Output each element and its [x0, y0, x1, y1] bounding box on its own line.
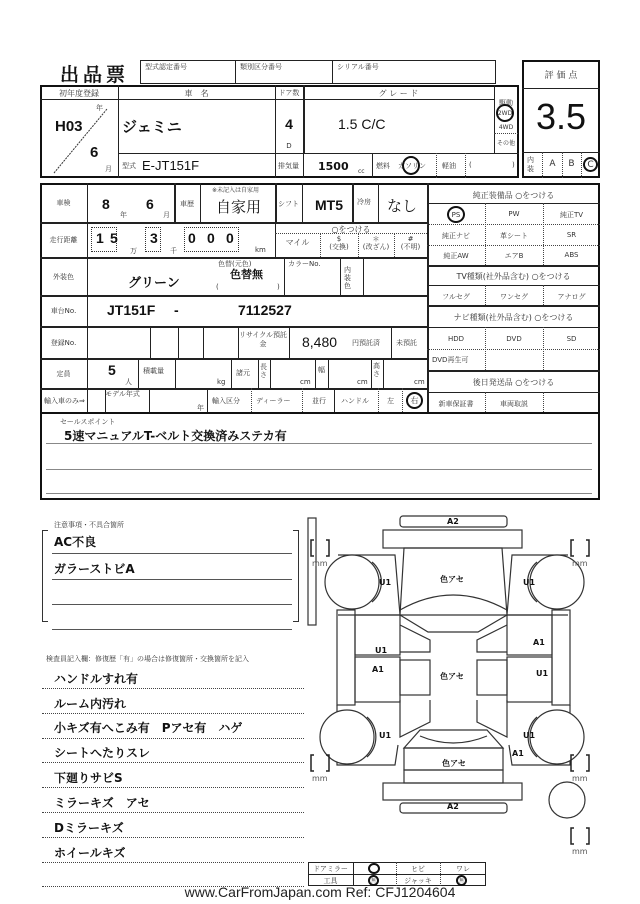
mileage-option-mile: マイル — [285, 238, 310, 247]
mileage-digit: 0 — [207, 230, 215, 246]
interior-color-label: 内装色 — [344, 266, 351, 290]
inspector-line: ミラーキズ アセ — [54, 796, 150, 810]
fuel-gasoline: ガソリン — [398, 162, 426, 170]
import-class-label: 輸入区分 — [212, 397, 240, 405]
inspection-label: 車検 — [56, 199, 71, 207]
height-label: 高さ — [373, 362, 380, 378]
mm-label: mm — [312, 559, 328, 568]
car-name-value: ジェミニ — [122, 119, 182, 136]
paren-open: ( — [469, 161, 472, 169]
mileage-option-unknown: # (不明) — [400, 235, 421, 251]
windshield-top — [400, 595, 507, 610]
doors-value: 4 — [285, 116, 293, 132]
model-label: 型式 — [122, 162, 136, 170]
interior-grade-b: B — [568, 159, 575, 169]
equipment-airbag: エアB — [504, 252, 524, 260]
damage-rr-quarter: U1 — [523, 731, 536, 740]
jack-absent-mark: 無 — [456, 875, 467, 886]
spare-tire — [549, 782, 585, 818]
import-dealer: ディーラー — [256, 397, 291, 405]
shift-label: シフト — [278, 200, 299, 208]
inspector-line: ルーム内汚れ — [54, 697, 127, 711]
later-header: 後日発送品 ○をつける — [472, 378, 555, 387]
mm-label: mm — [312, 774, 328, 783]
doors-label: ドア数 — [278, 89, 300, 97]
rear-bumper — [383, 783, 522, 800]
mileage-digit: 5 — [110, 230, 118, 246]
watermark: www.CarFromJapan.com Ref: CFJ1204604 — [184, 884, 456, 900]
tools-label: 工具 — [323, 877, 338, 885]
import-parallel: 並行 — [312, 397, 326, 405]
note-line: AC不良 — [54, 535, 97, 549]
color-change-label: 色替(元色) — [218, 260, 252, 268]
inspection-month-unit: 月 — [163, 211, 170, 219]
equipment-leather: 革シート — [500, 232, 528, 240]
color-no-label: カラーNo. — [288, 260, 321, 268]
door-mirror-label: ドアミラー — [313, 865, 348, 873]
rear-window — [404, 730, 503, 748]
recycle-label: リサイクル預託金 — [238, 331, 288, 348]
width-label: 幅 — [318, 366, 325, 374]
mileage-sen-unit: 千 — [170, 247, 177, 255]
drive-2wd-selected: 2WD — [496, 104, 514, 122]
damage-trunk: 色アセ — [442, 759, 466, 768]
equipment-pw: PW — [508, 210, 520, 218]
mileage-digit: 3 — [150, 230, 158, 246]
chassis-number: 7112527 — [238, 302, 292, 318]
inspector-line: シートへたりスレ — [54, 746, 151, 760]
front-bumper — [383, 530, 522, 548]
left-rear-door — [355, 657, 400, 702]
month-unit: 月 — [105, 165, 112, 173]
damage-rear-bumper: A2 — [447, 802, 459, 811]
mm-label: mm — [572, 774, 588, 783]
damage-front-bumper: A2 — [447, 517, 459, 526]
ac-label: 冷房 — [357, 198, 371, 206]
later-manual: 車両取説 — [500, 400, 528, 408]
tools-absent-mark: 無 — [368, 875, 379, 886]
inspector-line: Dミラーキズ — [54, 821, 124, 835]
equipment-sr: SR — [566, 231, 577, 239]
displacement-label: 排気量 — [278, 162, 299, 170]
inspection-month: 6 — [146, 196, 154, 212]
damage-roof: 色アセ — [440, 672, 464, 681]
sales-point-value: 5速マニュアルT-ベルト交換済みステカ有 — [64, 429, 287, 443]
diagram-bracket — [308, 518, 316, 625]
right-front-door — [507, 615, 552, 655]
inspector-line: 下廻りサビS — [54, 771, 123, 785]
front-left-wheel — [325, 555, 379, 609]
score-label: 評 価 点 — [544, 71, 578, 81]
equipment-ps-selected: PS — [447, 206, 465, 223]
import-label: 輸入車のみ⇒ — [44, 397, 85, 405]
doors-suffix: D — [286, 142, 292, 150]
handle-label: ハンドル — [341, 397, 369, 405]
crack-label: ワレ — [456, 865, 470, 873]
tv-analog: アナログ — [557, 293, 586, 301]
displacement-value: 1500 — [318, 160, 349, 173]
capacity-value: 5 — [108, 362, 116, 378]
drive-4wd: 4WD — [498, 124, 514, 131]
damage-fr-fender: U1 — [523, 578, 536, 587]
interior-grade-c-selected: C — [583, 157, 598, 172]
recycle-deposited: 円預託済 — [352, 339, 380, 347]
mileage-man-unit: 万 — [130, 247, 137, 255]
damage-fl-door: U1 — [375, 646, 388, 655]
length-label: 長さ — [260, 363, 267, 379]
color-change-value: 色替無 — [230, 268, 263, 281]
inspector-label: 検査員記入欄：修復歴「有」の場合は修復箇所・交換箇所を記入 — [46, 655, 249, 663]
grade-value: 1.5 C/C — [338, 116, 386, 132]
score-value: 3.5 — [535, 96, 587, 137]
exterior-color-value: グリーン — [128, 276, 180, 291]
equipment-aw: 純正AW — [443, 252, 469, 260]
capacity-unit: 人 — [125, 378, 132, 386]
mileage-unit: km — [255, 246, 266, 254]
paren-close: ) — [277, 283, 280, 291]
navi-header: ナビ種類(社外品含む) ○をつける — [453, 313, 574, 322]
equipment-navi: 純正ナビ — [442, 232, 470, 240]
tv-header: TV種類(社外品含む) ○をつける — [456, 272, 571, 281]
navi-hdd: HDD — [447, 335, 465, 343]
navi-dvd: DVD — [506, 335, 522, 343]
later-warranty: 新車保証書 — [438, 400, 474, 408]
shift-value: MT5 — [315, 197, 343, 213]
interior-grade-a: A — [549, 159, 556, 169]
category-label: 類別区分番号 — [240, 63, 282, 71]
navi-sd: SD — [566, 335, 577, 343]
model-year-label: モデル年式 — [105, 390, 140, 398]
first-reg-month: 6 — [90, 144, 99, 161]
sheet-title: 出品票 — [60, 65, 130, 86]
tv-fullseg: フルセグ — [442, 293, 470, 301]
inspector-line: ホイールキズ — [54, 846, 126, 860]
exterior-color-label: 外装色 — [53, 273, 74, 281]
fuel-label: 燃料 — [376, 162, 390, 170]
windshield — [400, 615, 507, 632]
handle-left: 左 — [387, 397, 394, 405]
mileage-option-replaced: $ (交換) — [329, 235, 349, 251]
mileage-mark-header: ○をつける — [331, 225, 371, 234]
tv-oneseg: ワンセグ — [500, 293, 528, 301]
model-value: E-JT151F — [142, 158, 200, 173]
notes-label: 注意事項・不具合箇所 — [54, 521, 124, 529]
mileage-digit: 0 — [226, 230, 234, 246]
jack-label: ジャッキ — [404, 877, 432, 885]
mileage-digit: 0 — [188, 230, 196, 246]
equipment-tv: 純正TV — [559, 211, 584, 219]
inspector-line: ハンドルすれ有 — [54, 672, 139, 686]
equipment-header: 純正装備品 ○をつける — [472, 191, 555, 200]
year-unit: 年 — [96, 104, 103, 112]
fuel-diesel: 軽油 — [442, 162, 456, 170]
history-note: ※未記入は自家用 — [212, 187, 260, 194]
right-rear-door — [507, 657, 552, 702]
recycle-value: 8,480 — [302, 334, 338, 350]
car-name-label: 車 名 — [184, 89, 209, 98]
left-side-sill — [337, 610, 355, 705]
chassis-dash: - — [174, 302, 179, 318]
year-unit: 年 — [197, 404, 204, 412]
ac-value: なし — [387, 198, 418, 215]
handle-right-selected: 右 — [406, 392, 423, 409]
drive-other: その他 — [496, 140, 515, 147]
note-line: ガラーストビA — [54, 562, 135, 576]
history-label: 車歴 — [180, 200, 194, 208]
mm-label: mm — [572, 847, 588, 856]
rear-right-wheel — [530, 710, 584, 764]
right-side-sill — [552, 610, 570, 705]
rear-left-wheel — [320, 710, 374, 764]
damage-rr-panel: A1 — [512, 749, 524, 758]
inspection-year-unit: 年 — [120, 211, 127, 219]
load-label: 積載量 — [143, 367, 164, 375]
mm-label: mm — [572, 559, 588, 568]
grade-label: グ レ ー ド — [378, 89, 419, 98]
crack-small-label: ヒビ — [411, 865, 425, 873]
recycle-not-deposited: 未預託 — [396, 339, 417, 347]
first-reg-year: H03 — [55, 118, 83, 135]
sales-point-label: セールスポイント — [60, 418, 116, 426]
mileage-digit: 1 — [96, 230, 104, 246]
damage-fl-fender: U1 — [379, 578, 392, 587]
displacement-unit: cc — [358, 168, 365, 175]
paren-close: ) — [512, 161, 515, 169]
history-value: 自家用 — [216, 199, 262, 216]
load-unit: kg — [217, 378, 226, 386]
serial-label: シリアル番号 — [337, 63, 379, 71]
inspector-line: 小キズ有へこみ有 Pアセ有 ハゲ — [54, 721, 243, 735]
capacity-label: 定員 — [56, 370, 71, 378]
chassis-label: 車台No. — [50, 307, 77, 315]
mileage-label: 走行距離 — [49, 236, 78, 244]
damage-rl-door: A1 — [372, 665, 384, 674]
navi-dvd-playback: DVD再生可 — [432, 356, 469, 364]
chassis-prefix: JT151F — [107, 302, 156, 318]
cm-unit: cm — [357, 378, 368, 386]
damage-fr-door: A1 — [533, 638, 545, 647]
mileage-option-tampered: ＊ (改ざん) — [362, 235, 390, 251]
spec-label: 諸元 — [236, 369, 250, 377]
type-approval-label: 型式認定番号 — [145, 63, 187, 71]
registration-label: 登録No. — [50, 339, 77, 347]
inspection-year: 8 — [102, 196, 110, 212]
cm-unit: cm — [414, 378, 425, 386]
damage-rl-quarter: U1 — [379, 731, 392, 740]
interior-label: 内装 — [527, 156, 534, 173]
door-mirror-circle — [368, 863, 380, 874]
damage-hood: 色アセ — [440, 575, 464, 584]
paren-open: ( — [216, 283, 219, 291]
equipment-abs: ABS — [564, 251, 579, 259]
drive-label: 駆動 — [499, 99, 513, 107]
damage-rr-door: U1 — [536, 669, 549, 678]
cm-unit: cm — [300, 378, 311, 386]
first-reg-label: 初年度登録 — [59, 89, 99, 98]
